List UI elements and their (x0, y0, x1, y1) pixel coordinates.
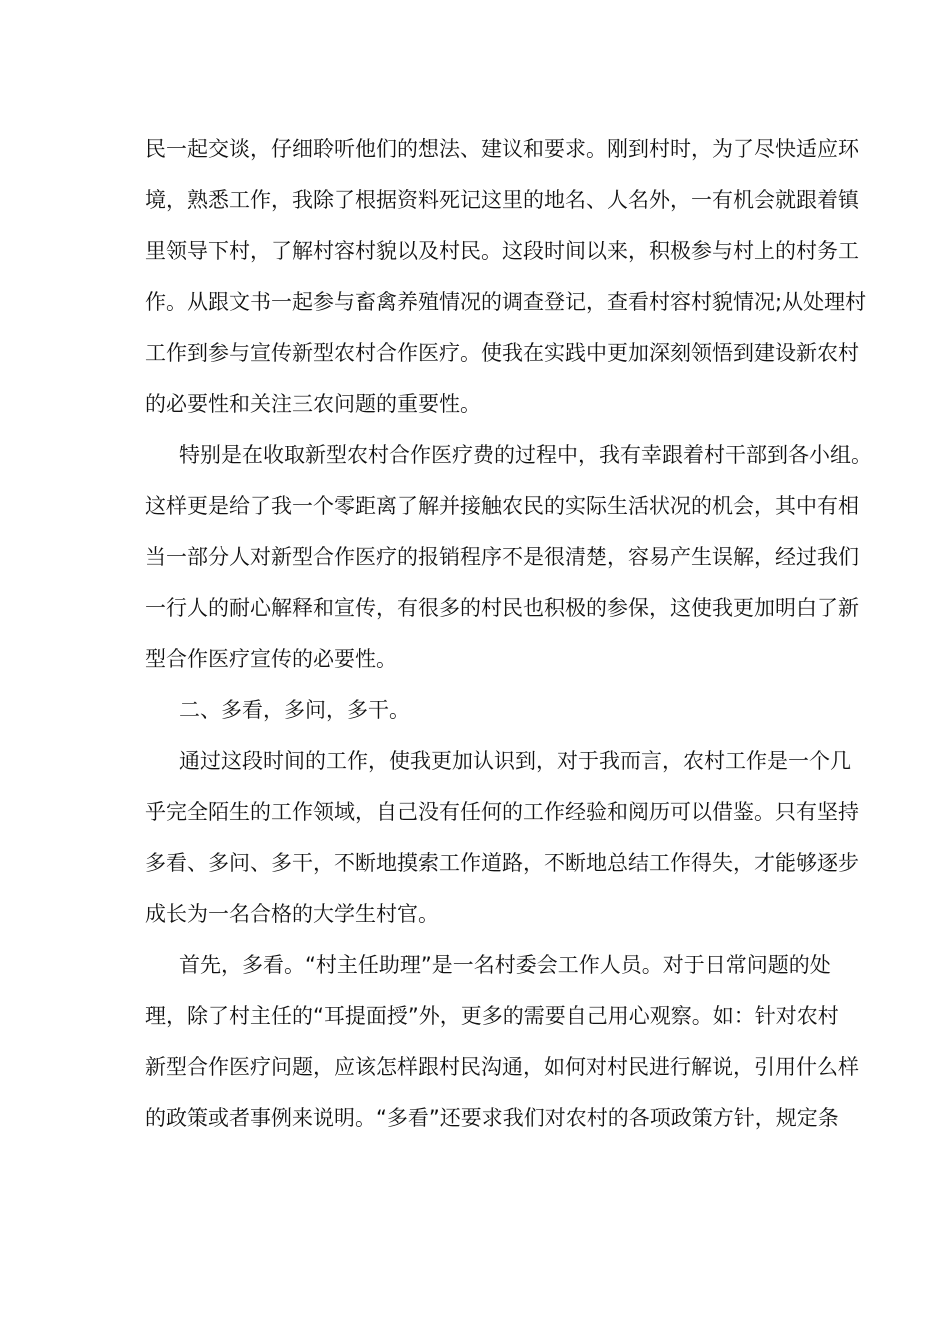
text-line: 成长为一名合格的大学生村官。 (145, 902, 439, 926)
text-line: 境，熟悉工作，我除了根据资料死记这里的地名、人名外，一有机会就跟着镇 (145, 188, 859, 212)
text-line: 一行人的耐心解释和宣传，有很多的村民也积极的参保，这使我更加明白了新 (145, 596, 859, 620)
text-line: 特别是在收取新型农村合作医疗费的过程中，我有幸跟着村干部到各小组。 (179, 443, 872, 467)
text-line: 这样更是给了我一个零距离了解并接触农民的实际生活状况的机会，其中有相 (145, 494, 859, 518)
text-line: 当一部分人对新型合作医疗的报销程序不是很清楚，容易产生误解，经过我们 (145, 545, 859, 569)
text-line: 二、多看，多问，多干。 (179, 698, 410, 722)
section-heading (145, 685, 805, 736)
text-line: 的政策或者事例来说明。“多看”还要求我们对农村的各项政策方针，规定条 (145, 1106, 839, 1130)
text-line: 多看、多问、多干，不断地摸索工作道路，不断地总结工作得失，才能够逐步 (145, 851, 859, 875)
text-line: 里领导下村，了解村容村貌以及村民。这段时间以来，积极参与村上的村务工 (145, 239, 859, 263)
text-line: 乎完全陌生的工作领域，自己没有任何的工作经验和阅历可以借鉴。只有坚持 (145, 800, 859, 824)
text-line: 民一起交谈，仔细聆听他们的想法、建议和要求。刚到村时，为了尽快适应环 (145, 137, 859, 161)
text-line: 工作到参与宣传新型农村合作医疗。使我在实践中更加深刻领悟到建设新农村 (145, 341, 859, 365)
text-line: 理，除了村主任的“耳提面授”外，更多的需要自己用心观察。如：针对农村 (145, 1004, 839, 1028)
text-line: 新型合作医疗问题，应该怎样跟村民沟通，如何对村民进行解说，引用什么样 (145, 1055, 859, 1079)
text-line: 首先，多看。“村主任助理”是一名村委会工作人员。对于日常问题的处 (179, 953, 831, 977)
text-line: 型合作医疗宣传的必要性。 (145, 647, 397, 671)
paragraph (145, 124, 867, 430)
paragraph (145, 940, 859, 1144)
paragraph (145, 736, 859, 940)
paragraph (145, 430, 872, 685)
text-line: 作。从跟文书一起参与畜禽养殖情况的调查登记，查看村容村貌情况;从处理村 (145, 290, 867, 314)
text-line: 的必要性和关注三农问题的重要性。 (145, 392, 481, 416)
text-line: 通过这段时间的工作，使我更加认识到，对于我而言，农村工作是一个几 (179, 749, 851, 773)
document-body (145, 124, 872, 1144)
